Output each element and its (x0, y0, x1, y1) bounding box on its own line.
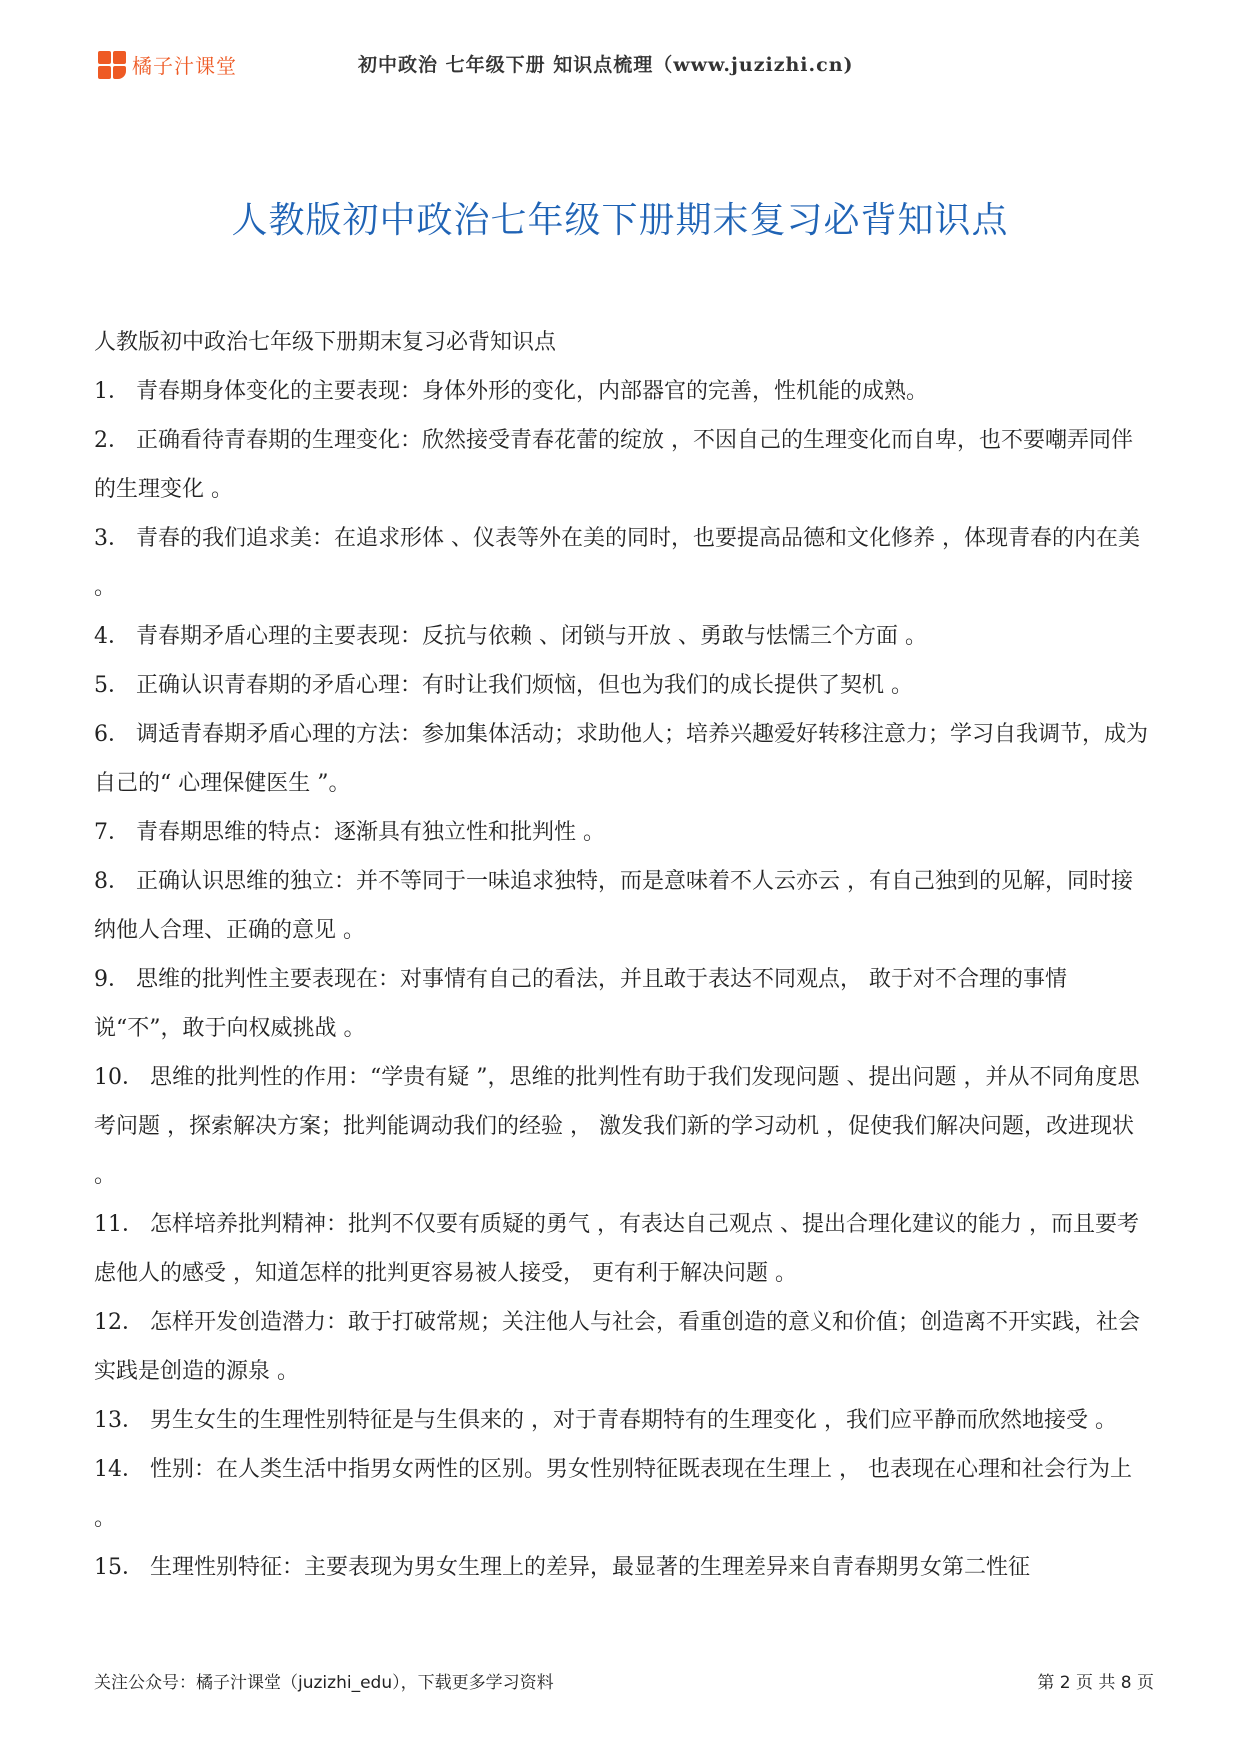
page-header (96, 42, 1146, 86)
footer-promo-text: 关注公众号：橘子汁课堂（juzizhi_edu），下载更多学习资料 (94, 1673, 554, 1693)
document-body (94, 318, 1154, 1592)
knowledge-point-number: 5． (94, 673, 130, 698)
knowledge-point-item (94, 710, 1154, 808)
document-title: 人教版初中政治七年级下册期末复习必背知识点 (231, 200, 1009, 241)
knowledge-point-number: 4． (94, 624, 130, 649)
knowledge-point-text: 青春的我们追求美：在追求形体 、仪表等外在美的同时，也要提高品德和文化修养 ，体现青春的内在美 。 (94, 526, 1140, 600)
knowledge-point-text: 思维的批判性主要表现在：对事情有自己的看法，并且敢于表达不同观点， 敢于对不合理的事情说“不”，敢于向权威挑战 。 (94, 967, 1067, 1041)
knowledge-point-text: 生理性别特征：主要表现为男女生理上的差异，最显著的生理差异来自青春期男女第二性征 (150, 1555, 1031, 1580)
knowledge-point-text: 青春期矛盾心理的主要表现：反抗与依赖 、闭锁与开放 、勇敢与怯懦三个方面 。 (136, 624, 927, 649)
knowledge-point-text: 怎样培养批判精神：批判不仅要有质疑的勇气 ，有表达自己观点 、提出合理化建议的能力 ，而且要考虑他人的感受 ，知道怎样的批判更容易被人接受， 更有利于解决问题 。 (94, 1212, 1139, 1286)
knowledge-point-item (94, 1053, 1154, 1200)
logo-icon (98, 51, 126, 79)
knowledge-point-text: 青春期思维的特点：逐渐具有独立性和批判性 。 (136, 820, 605, 845)
knowledge-point-text: 性别：在人类生活中指男女两性的区别。男女性别特征既表现在生理上 ， 也表现在心理和社会行为上 。 (94, 1457, 1132, 1531)
brand-logo[interactable] (98, 50, 237, 79)
knowledge-point-item (94, 1298, 1154, 1396)
knowledge-point-text: 正确看待青春期的生理变化：欣然接受青春花蕾的绽放 ，不因自己的生理变化而自卑，也不要嘲弄同伴的生理变化 。 (94, 428, 1133, 502)
knowledge-point-text: 正确认识青春期的矛盾心理：有时让我们烦恼，但也为我们的成长提供了契机 。 (136, 673, 913, 698)
knowledge-point-number: 12． (94, 1310, 144, 1335)
knowledge-point-item (94, 1445, 1154, 1543)
knowledge-point-number: 8． (94, 869, 130, 894)
knowledge-point-item (94, 1396, 1154, 1445)
knowledge-point-item (94, 514, 1154, 612)
knowledge-point-text: 男生女生的生理性别特征是与生俱来的 ，对于青春期特有的生理变化 ，我们应平静而欣然地接受 。 (150, 1408, 1117, 1433)
knowledge-point-number: 10． (94, 1065, 144, 1090)
knowledge-point-item (94, 857, 1154, 955)
document-subtitle: 人教版初中政治七年级下册期末复习必背知识点 (94, 330, 557, 355)
knowledge-point-number: 9． (94, 967, 130, 992)
knowledge-point-number: 2． (94, 428, 130, 453)
header-title: 初中政治 七年级下册 知识点梳理（www.juzizhi.cn) (358, 54, 854, 76)
page-number: 第 2 页 共 8 页 (1037, 1673, 1154, 1693)
knowledge-point-item (94, 661, 1154, 710)
logo-text: 橘子汁课堂 (132, 54, 237, 78)
knowledge-point-item (94, 416, 1154, 514)
knowledge-point-text: 正确认识思维的独立：并不等同于一味追求独特，而是意味着不人云亦云 ，有自己独到的见解，同时接纳他人合理、正确的意见 。 (94, 869, 1133, 943)
knowledge-point-item (94, 612, 1154, 661)
knowledge-point-number: 14． (94, 1457, 144, 1482)
knowledge-point-text: 调适青春期矛盾心理的方法：参加集体活动；求助他人；培养兴趣爱好转移注意力；学习自我调节，成为自己的“ 心理保健医生 ”。 (94, 722, 1149, 796)
knowledge-point-number: 1． (94, 379, 130, 404)
knowledge-point-number: 11． (94, 1212, 144, 1237)
knowledge-point-item (94, 1200, 1154, 1298)
knowledge-point-number: 3． (94, 526, 130, 551)
knowledge-point-list (94, 367, 1154, 1592)
knowledge-point-number: 6． (94, 722, 130, 747)
knowledge-point-item (94, 955, 1154, 1053)
knowledge-point-text: 青春期身体变化的主要表现：身体外形的变化，内部器官的完善，性机能的成熟。 (136, 379, 929, 404)
knowledge-point-item (94, 367, 1154, 416)
knowledge-point-text: 思维的批判性的作用：“学贵有疑 ”，思维的批判性有助于我们发现问题 、提出问题 ，并从不同角度思考问题 ，探索解决方案；批判能调动我们的经验 ， 激发我们新的学习动机 ，促使我们解决问题，改进现状 。 (94, 1065, 1140, 1188)
knowledge-point-number: 7． (94, 820, 130, 845)
page-footer (94, 1668, 1154, 1698)
knowledge-point-number: 15． (94, 1555, 144, 1580)
knowledge-point-number: 13． (94, 1408, 144, 1433)
knowledge-point-item (94, 808, 1154, 857)
knowledge-point-text: 怎样开发创造潜力：敢于打破常规；关注他人与社会，看重创造的意义和价值；创造离不开实践，社会实践是创造的源泉 。 (94, 1310, 1141, 1384)
knowledge-point-item (94, 1543, 1154, 1592)
